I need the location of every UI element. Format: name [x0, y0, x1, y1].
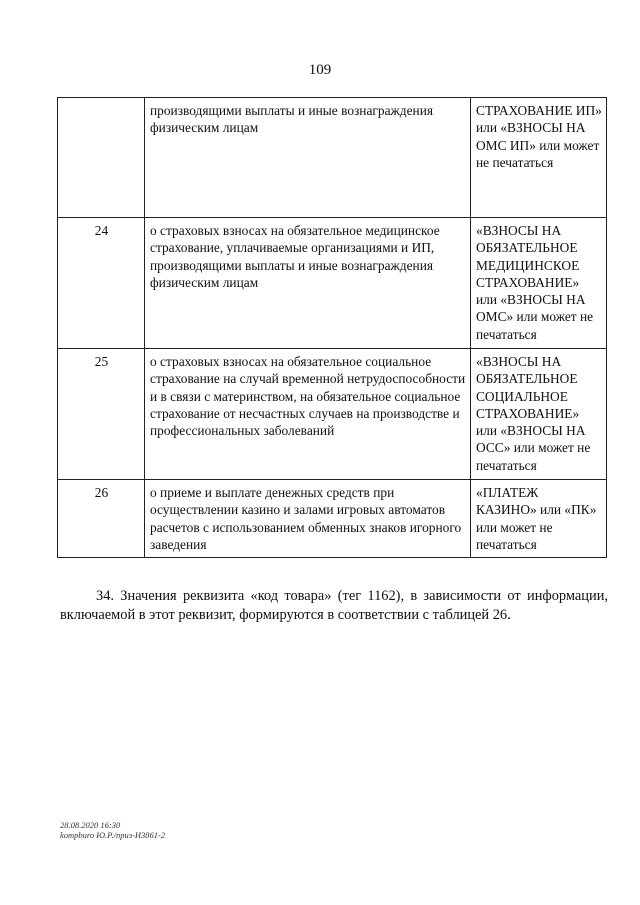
row-print-text-cell: «ПЛАТЕЖ КАЗИНО» или «ПК» или может не печататься — [471, 480, 607, 558]
row-description-cell: производящими выплаты и иные вознаграждения физическим лицам — [145, 98, 471, 218]
page-number: 109 — [308, 62, 332, 78]
requisites-table — [57, 97, 607, 558]
row-number-cell — [58, 98, 145, 218]
paragraph-34: 34. Значения реквизита «код товара» (тег 1162), в зависимости от информации, включаемой в этот реквизит, формируются в соответствии с таблицей 26. — [60, 588, 608, 624]
row-print-text-cell: «ВЗНОСЫ НА ОБЯЗАТЕЛЬНОЕ СОЦИАЛЬНОЕ СТРАХОВАНИЕ» или «ВЗНОСЫ НА ОСС» или может не печататься — [471, 349, 607, 480]
row-description-cell: о страховых взносах на обязательное медицинское страхование, уплачиваемые организациями и ИП, производящими выплаты и иные вознаграждения физическим лицам — [145, 218, 471, 349]
table-row — [58, 349, 607, 480]
row-number-cell: 25 — [58, 349, 145, 480]
row-print-text-cell: «ВЗНОСЫ НА ОБЯЗАТЕЛЬНОЕ МЕДИЦИНСКОЕ СТРАХОВАНИЕ» или «ВЗНОСЫ НА ОМС» или может не печататься — [471, 218, 607, 349]
row-print-text-cell: СТРАХОВАНИЕ ИП» или «ВЗНОСЫ НА ОМС ИП» или может не печататься — [471, 98, 607, 218]
row-description-cell: о приеме и выплате денежных средств при осуществлении казино и залами игровых автоматов расчетов с использованием обменных знаков игорного заведения — [145, 480, 471, 558]
table-row — [58, 480, 607, 558]
row-description-cell: о страховых взносах на обязательное социальное страхование на случай временной нетрудоспособности и в связи с материнством, на обязательное социальное страхование от несчастных случаев на производстве и профессиональных заболеваний — [145, 349, 471, 480]
stamp-date: 28.08.2020 16:30 — [60, 820, 121, 830]
row-number-cell: 26 — [58, 480, 145, 558]
table-row — [58, 218, 607, 349]
document-stamp — [60, 820, 165, 840]
table-row — [58, 98, 607, 218]
stamp-author: kompburo Ю.Р./приз-И3861-2 — [60, 830, 166, 840]
row-number-cell: 24 — [58, 218, 145, 349]
